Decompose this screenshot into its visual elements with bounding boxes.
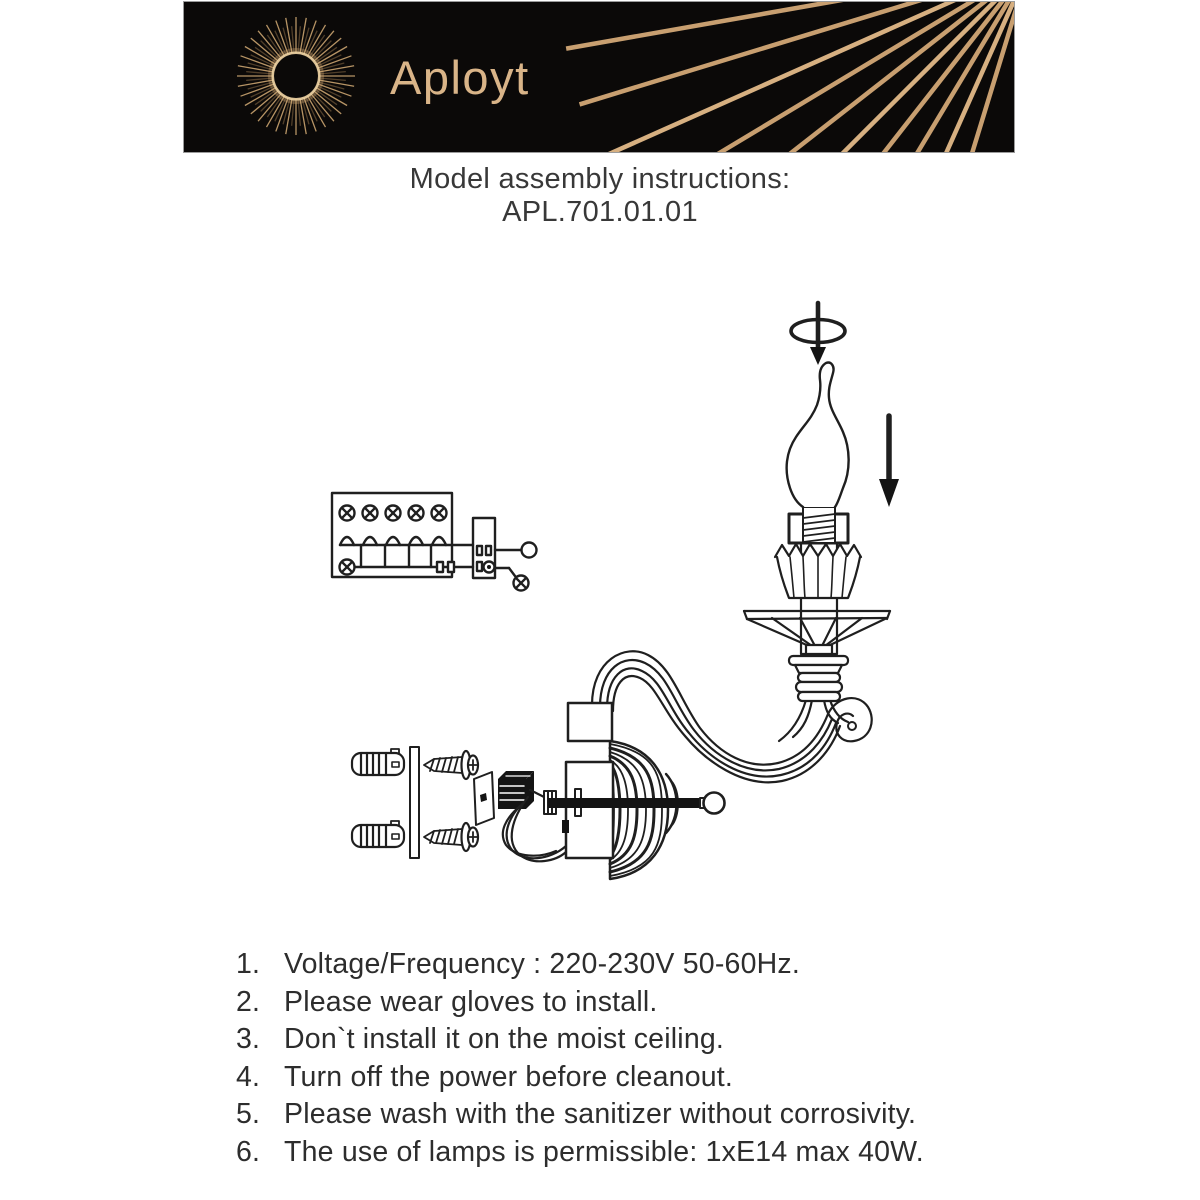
list-item — [236, 984, 1036, 1022]
finial-ball — [700, 793, 725, 814]
item-number: 6. — [236, 1135, 261, 1168]
list-item — [236, 1021, 1036, 1059]
list-item — [236, 1059, 1036, 1097]
item-text: Please wear gloves to install. — [284, 985, 658, 1018]
junction-box — [568, 703, 612, 741]
wall-plate-strip — [410, 747, 419, 858]
item-text: The use of lamps is permissible: 1xE14 max 40W. — [284, 1135, 924, 1168]
rotate-icon — [791, 303, 845, 365]
extra-lamp-symbol — [514, 576, 529, 591]
wall-anchor — [352, 749, 404, 775]
wall-anchor — [352, 821, 404, 847]
instruction-list — [236, 946, 1036, 1171]
item-number: 1. — [236, 948, 261, 980]
candle-collar — [789, 656, 848, 673]
item-text: Don`t install it on the moist ceiling. — [284, 1023, 725, 1055]
lamp-socket — [789, 507, 848, 543]
down-arrow-icon — [879, 416, 899, 507]
list-item — [236, 946, 1036, 984]
canopy-plate — [566, 762, 613, 858]
item-number: 3. — [236, 1023, 261, 1055]
flame-tip-bulb — [787, 363, 849, 507]
mounting-bracket — [474, 772, 494, 825]
item-number: 4. — [236, 1060, 261, 1093]
arm-stem-strand — [793, 700, 812, 737]
list-item — [236, 1096, 1036, 1134]
item-text: Voltage/Frequency : 220-230V 50-60Hz. — [284, 948, 800, 980]
mounting-screw — [424, 823, 478, 851]
item-number: 5. — [236, 1098, 261, 1130]
candle-rings — [796, 673, 842, 701]
threaded-rod — [548, 798, 706, 808]
arm-stem-strand — [779, 700, 806, 741]
terminal-block-symbol — [473, 518, 495, 578]
item-text: Turn off the power before cleanout. — [284, 1060, 734, 1093]
wall-line-symbol — [522, 543, 537, 558]
wiring-diagram — [332, 493, 537, 591]
list-item — [236, 1134, 1036, 1172]
model-number: APL.701.01.01 — [502, 196, 698, 228]
plate-clamp — [562, 820, 569, 833]
page-title: Model assembly instructions: — [409, 163, 791, 195]
item-number: 2. — [236, 985, 261, 1018]
mounting-screw — [424, 751, 478, 779]
terminal-block — [498, 771, 534, 809]
brand-name: Aployt — [390, 50, 530, 104]
item-text: Please wash with the sanitizer without corrosivity. — [284, 1098, 917, 1130]
canopy-dome — [610, 741, 668, 879]
